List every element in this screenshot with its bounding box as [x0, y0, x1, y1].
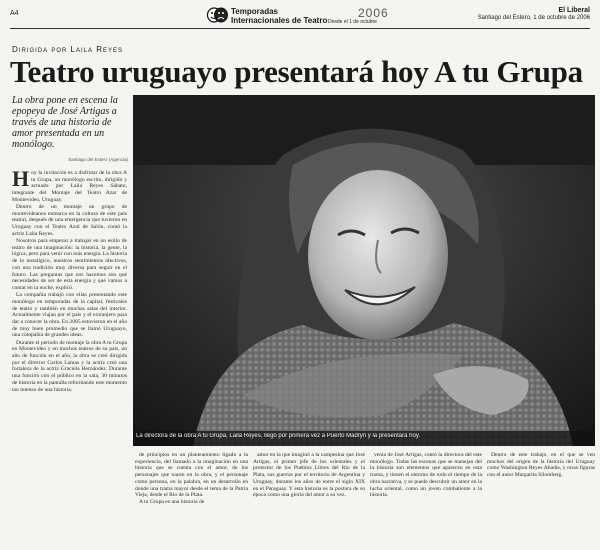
- body-paragraph: Dentro de un montaje un grupo de montevideanos enmarca en la cultura de este país teatral, después de una emergencia que tuvieron en Uruguay con el Teatro Azul de Salón, contó la actriz Laila Reyes.: [12, 204, 127, 237]
- publication-info: [478, 7, 590, 22]
- body-paragraph: Nosotros para empezar a trabajar en un estilo de teatro de una imaginación: la historia, la gente, la lógica, pero para venir con más energía. La historia de lo nostálgico, nuestros sentimientos afectivos, con una tradición muy diversa para seguir en el futuro. Las preguntas que nos hacemos son qué necesidades de ser de esta energía y qué vamos a contar en la noche, explicó.: [12, 238, 127, 291]
- festival-sub: Desde el 1 de octubre: [328, 19, 377, 25]
- body-column-3: [253, 452, 365, 544]
- article-photo: [133, 95, 595, 446]
- article-lede: La obra pone en escena la epopeya de José Artigas a través de una historia de amor presentada en un monólogo.: [12, 95, 118, 150]
- page-header: [10, 6, 590, 29]
- body-text: oy la invitación es a disfrutar de la obra A tu Grupa, un monólogo escrito, dirigido y actuado por Laila Reyes Sábato, integrante del Montaje del Teatro Azar de Montevideo, Uruguay.: [12, 170, 127, 203]
- portrait-illustration: [133, 95, 595, 446]
- body-paragraph: de principios en un planteamiento ligado a la experiencia, del llamado a la imaginación en una historia que se cuenta con el amor, de los personajes que nacen en la obra, y el personaje como persona, en la palabra, en un desarrollo en donde una trama mayor desde el tema de la Patria Vieja, desde el Río de la Plata.: [135, 452, 248, 499]
- drop-cap: H: [12, 170, 30, 191]
- body-paragraph: Durante el período de montaje la obra A tu Grupa en Montevideo y en muchos teatros de su país, un año de función en el año, la obra se creó dirigida por el director Carlos Lamas y la actriz creó una fortaleza de la actriz Graciela Hernández. Durante una función con el público en la sala, 30 minutos de historia en la pantalla reformando este momento tan intenso de una historia.: [12, 339, 127, 393]
- festival-line-2: Internacionales de Teatro: [231, 16, 328, 25]
- body-paragraph: amor en la que imaginó a la campesina que José Artigas, el primer jefe de los orientales y el protector de los Pueblos Libres del Río de la Plata, sus guerras por el territorio de Argentina y Uruguay, durante los años de entre el siglo XIX en el Paraguay. Y esta historia es la postura de su época como una gloria del amor a su vez.: [253, 452, 365, 499]
- festival-year: 2006: [358, 6, 389, 20]
- body-paragraph: venta de José Artigas, contó la directora del este monólogo. Todas las escenas que se manejan del la historia son elementos que aparecen en esta trama, y tienen el entorno de todo el tiempo de la obra narrativa, y se puede descubrir un amor en la lucha oriental, como un joven combatiente a la historia.: [370, 452, 482, 499]
- body-paragraph: La compañía trabajó con ellas presentando este monólogo en temporadas de la capital, festivales de teatro y también en muchas salas del interior. Actualmente viajan por el país y el extranjero para dar a conocer la obra. En 2005 estuvieron en el año de muy buen promedio que se llamó Uruguayo, una compañía de grandes ideas.: [12, 292, 127, 339]
- article-headline: Teatro uruguayo presentará hoy A tu Grupa: [10, 54, 583, 89]
- body-paragraph: Dentro de este trabajo, en el que se ven muchos del origen de la historia del Uruguay como Washington Reyes Abadie, y otras figuras con el autor Margarita Silomberg.: [487, 452, 595, 479]
- theater-masks-icon: [206, 7, 228, 23]
- body-column-4: [370, 452, 482, 544]
- body-paragraph: [12, 170, 127, 204]
- article-byline: Dirigida por Laila Reyes: [12, 45, 124, 54]
- body-paragraph: A tu Grupa es una historia de: [139, 499, 205, 506]
- article-credit: Santiago del Estero (Agencia): [68, 157, 128, 162]
- body-column-1: [12, 170, 127, 543]
- festival-line-1: Temporadas: [231, 7, 278, 16]
- body-column-5: [487, 452, 595, 544]
- page-number: A4: [10, 10, 19, 17]
- publication-date: Santiago del Estero, 1 de octubre de 2006: [477, 15, 590, 21]
- body-column-2: [135, 452, 248, 544]
- festival-banner: [231, 7, 327, 25]
- publication-name: El Liberal: [558, 7, 590, 14]
- photo-caption: La directora de la obra A tu Grupa, Laila Reyes, llegó por primera vez a Puerto Madryn y la presentará hoy.: [136, 433, 421, 439]
